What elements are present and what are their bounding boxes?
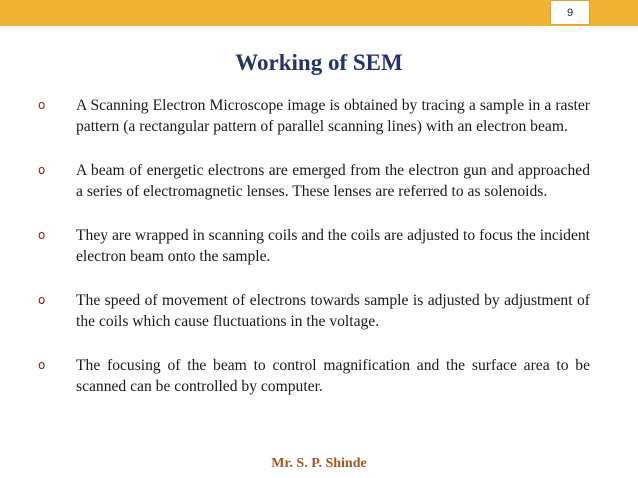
bullet-item [38,160,590,202]
bullet-circle-icon: o [38,228,46,242]
bullet-item [38,355,590,397]
footer-author: Mr. S. P. Shinde [271,456,367,471]
bullet-text: A Scanning Electron Microscope image is obtained by tracing a sample in a raster pattern (a rectangular pattern of parallel scanning lines) with an electron beam. [76,97,590,135]
bullet-circle-icon: o [38,293,46,307]
bullet-list [38,95,590,420]
bullet-text: The focusing of the beam to control magnification and the surface area to be scanned can be controlled by computer. [76,357,590,395]
top-accent-bar [0,0,638,26]
bullet-text: The speed of movement of electrons towards sample is adjusted by adjustment of the coils which cause fluctuations in the voltage. [76,292,590,330]
bullet-item [38,95,590,137]
bullet-circle-icon: o [38,358,46,372]
bullet-circle-icon: o [38,98,46,112]
bullet-item [38,225,590,267]
slide-title: Working of SEM [235,50,403,75]
bullet-text: A beam of energetic electrons are emerged from the electron gun and approached a series of electromagnetic lenses. These lenses are referred to as solenoids. [76,162,590,200]
bullet-circle-icon: o [38,163,46,177]
bullet-item [38,290,590,332]
page-number: 9 [550,0,590,25]
bullet-text: They are wrapped in scanning coils and the coils are adjusted to focus the incident electron beam onto the sample. [76,227,590,265]
